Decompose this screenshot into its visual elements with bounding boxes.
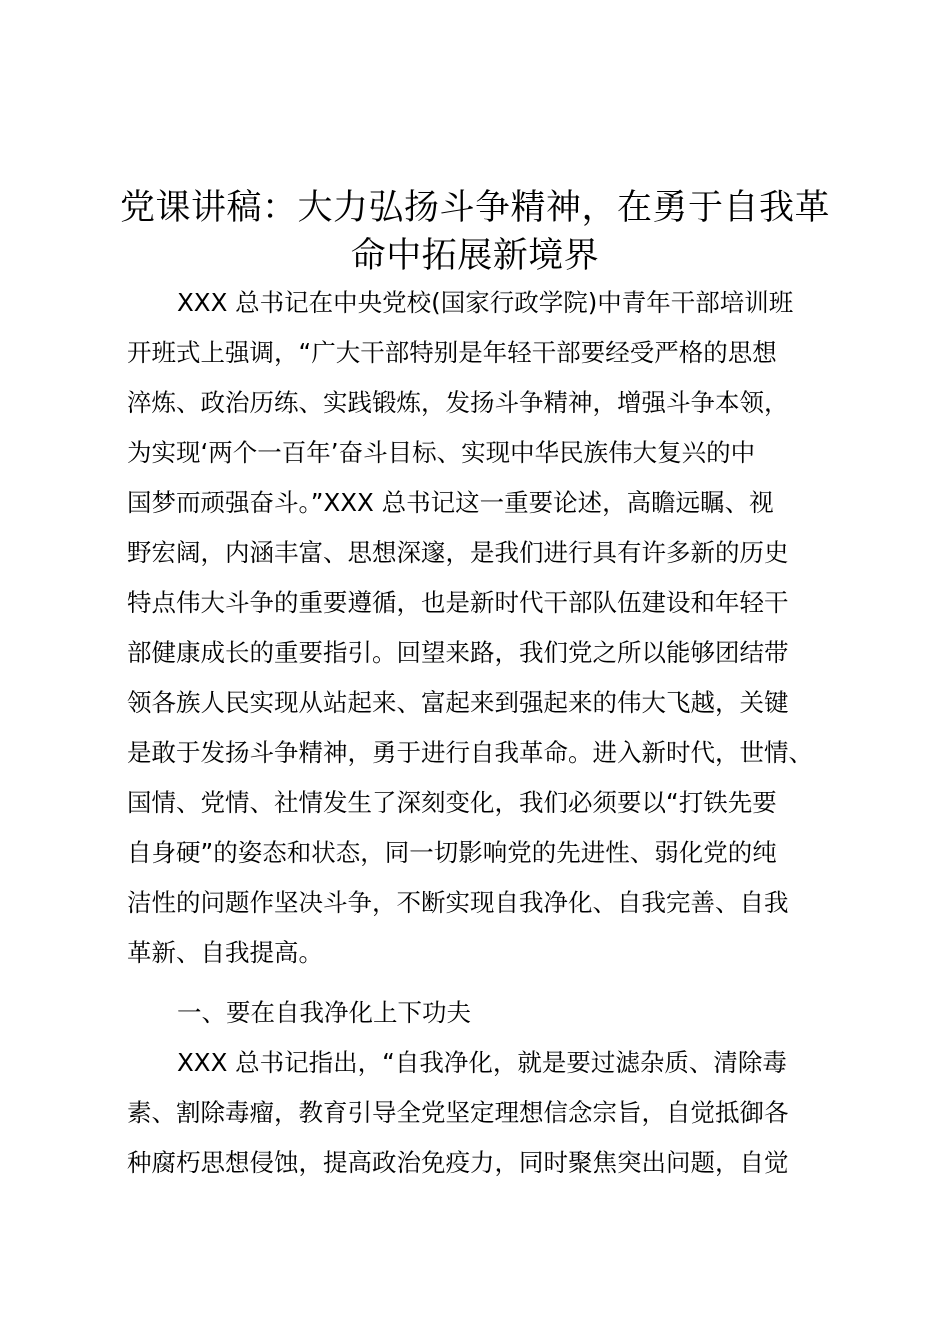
paragraph-line: 特点伟大斗争的重要遵循，也是新时代干部队伍建设和年轻干 bbox=[127, 588, 789, 617]
document-title bbox=[120, 184, 830, 280]
paragraph-2 bbox=[127, 1038, 847, 1188]
paragraph-line: 为实现‘两个一百年’奋斗目标、实现中华民族伟大复兴的中 bbox=[127, 438, 756, 467]
document-body bbox=[127, 278, 847, 1188]
paragraph-line: 自身硬”的姿态和状态，同一切影响党的先进性、弱化党的纯 bbox=[127, 838, 777, 867]
paragraph-line: 国梦而顽强奋斗。”XXX 总书记这一重要论述，高瞻远瞩、视 bbox=[127, 488, 774, 517]
paragraph-line: XXX 总书记在中央党校(国家行政学院)中青年干部培训班 bbox=[177, 288, 794, 317]
title-line-1: 党课讲稿：大力弘扬斗争精神，在勇于自我革 bbox=[120, 188, 831, 228]
paragraph-line: 种腐朽思想侵蚀，提高政治免疫力，同时聚焦突出问题，自觉 bbox=[127, 1148, 789, 1177]
paragraph-line: 部健康成长的重要指引。回望来路，我们党之所以能够团结带 bbox=[127, 638, 789, 667]
paragraph-line: 革新、自我提高。 bbox=[127, 938, 323, 967]
paragraph-line: XXX 总书记指出，“自我净化，就是要过滤杂质、清除毒 bbox=[177, 1048, 787, 1077]
paragraph-line: 素、割除毒瘤，教育引导全党坚定理想信念宗旨，自觉抵御各 bbox=[127, 1098, 789, 1127]
paragraph-line: 洁性的问题作坚决斗争，不断实现自我净化、自我完善、自我 bbox=[127, 888, 789, 917]
title-line-2: 命中拓展新境界 bbox=[350, 236, 600, 276]
paragraph-line: 国情、党情、社情发生了深刻变化，我们必须要以“打铁先要 bbox=[127, 788, 777, 817]
paragraph-line: 淬炼、政治历练、实践锻炼，发扬斗争精神，增强斗争本领， bbox=[127, 388, 789, 417]
paragraph-line: 领各族人民实现从站起来、富起来到强起来的伟大飞越，关键 bbox=[127, 688, 789, 717]
paragraph-line: 是敢于发扬斗争精神，勇于进行自我革命。进入新时代，世情、 bbox=[127, 738, 813, 767]
paragraph-1 bbox=[127, 278, 847, 978]
paragraph-line: 开班式上强调，“广大干部特别是年轻干部要经受严格的思想 bbox=[127, 338, 777, 367]
section-heading-1: 一、要在自我净化上下功夫 bbox=[177, 998, 471, 1027]
paragraph-line: 野宏阔，内涵丰富、思想深邃，是我们进行具有许多新的历史 bbox=[127, 538, 789, 567]
